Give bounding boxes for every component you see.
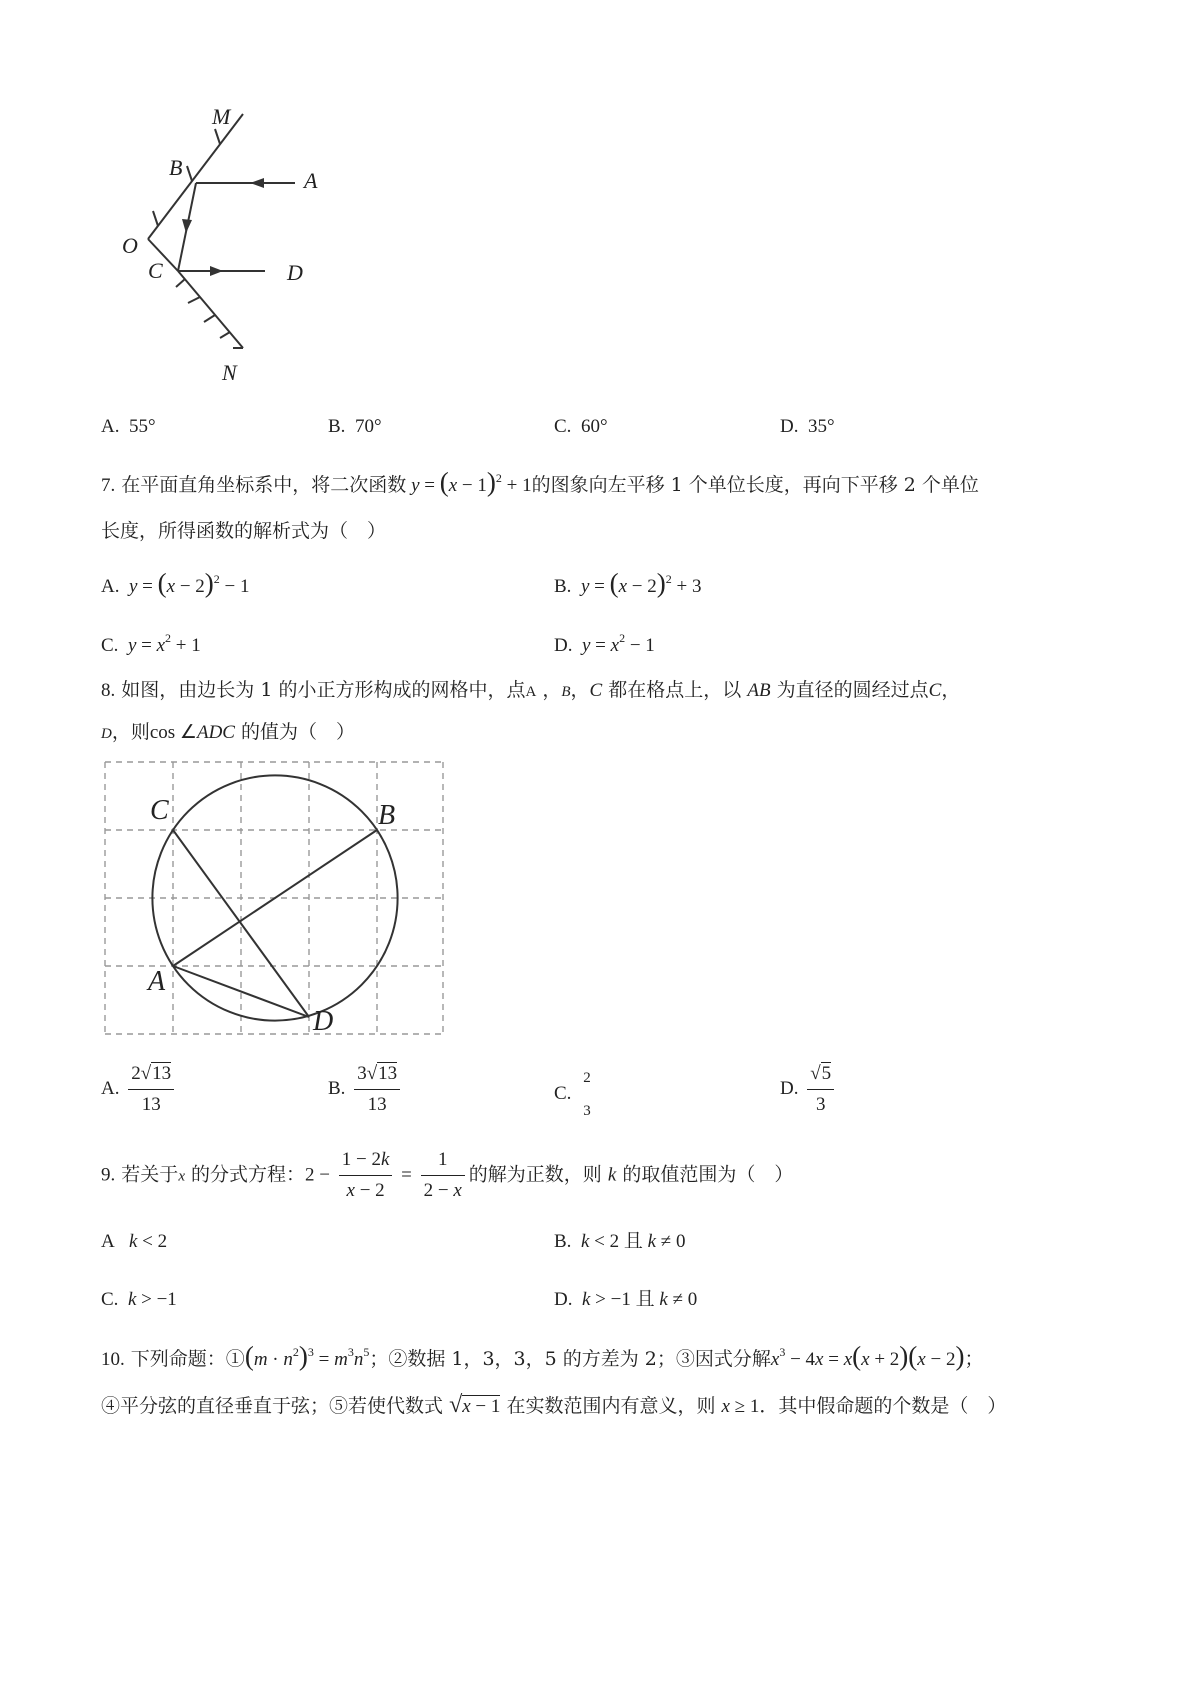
figure-label-A: A — [148, 966, 166, 997]
q8-option-a: A. $\frac{2√13}{13}$ — [101, 1062, 178, 1117]
q6-option-c: C. 60° — [554, 416, 608, 437]
q9-option-d: D. k > −1 且 k ≠ 0 — [554, 1289, 698, 1310]
q9-option-b: B. k < 2 且 k ≠ 0 — [554, 1231, 686, 1252]
q9-option-c: C. k > −1 — [101, 1289, 177, 1310]
figure-label-D: D — [313, 1006, 334, 1037]
figure-label-B: B — [169, 155, 183, 180]
q8-option-d: D. $\frac{√5}{3}$ — [780, 1062, 838, 1117]
q9-stem: 9. 若关于x 的分式方程：2 − $\frac{1 - 2k}{x - 2}$ = $\frac{1}{2 - x}$ 的解为正数，则 k 的取值范围为（ ） — [101, 1149, 794, 1201]
figure-label-O: O — [122, 233, 138, 258]
figure-label-B: B — [378, 800, 396, 831]
figure-label-C: C — [150, 795, 169, 826]
figure-label-D: D — [287, 260, 303, 285]
reflection-figure — [110, 105, 350, 395]
q6-option-d: D. 35° — [780, 416, 835, 437]
q8-option-b: B. $\frac{3√13}{13}$ — [328, 1062, 404, 1117]
q8-option-c: C. 2 3 — [554, 1070, 591, 1119]
figure-label-N: N — [222, 360, 237, 385]
q10-stem-line1: 10. 下列命题：①(m · $n^2)^3 = m^3n^5$；②数据 1，3，3，5 的方差为 2；③因式分解$x^3 - 4x = x(x + 2)(x - 2)$； — [101, 1341, 984, 1371]
q7-option-b: B. $y = (x - 2)^2 + 3$ — [554, 568, 702, 598]
figure-label-M: M — [212, 104, 231, 129]
q7-stem-line2: 长度，所得函数的解析式为（ ） — [101, 520, 387, 542]
figure-label-C: C — [148, 258, 163, 283]
q8-stem-line1: 8. 如图，由边长为 1 的小正方形构成的网格中，点A ，B，C 都在格点上，以 AB 为直径的圆经过点C， — [101, 679, 961, 701]
q8-stem-line2: D，则cos ∠ADC 的值为（ ） — [101, 721, 356, 743]
q6-option-a: A. 55° — [101, 416, 156, 437]
q9-option-a: A k < 2 — [101, 1231, 168, 1252]
q7-stem-line1: 7. 在平面直角坐标系中，将二次函数 $y = (x - 1)^2 + 1$的图象向左平移 1 个单位长度，再向下平移 2 个单位 — [101, 467, 979, 497]
q7-option-a: A. $y = (x - 2)^2 - 1$ — [101, 568, 250, 598]
q10-stem-line2: ④平分弦的直径垂直于弦；⑤若使代数式 √x − 1 在实数范围内有意义，则 x ≥ 1．其中假命题的个数是（ ） — [101, 1392, 1007, 1418]
q7-option-d: D. $y = x^2 - 1$ — [554, 631, 655, 656]
q7-option-c: C. $y = x^2 + 1$ — [101, 631, 201, 656]
figure-label-A: A — [304, 168, 318, 193]
q6-option-b: B. 70° — [328, 416, 382, 437]
